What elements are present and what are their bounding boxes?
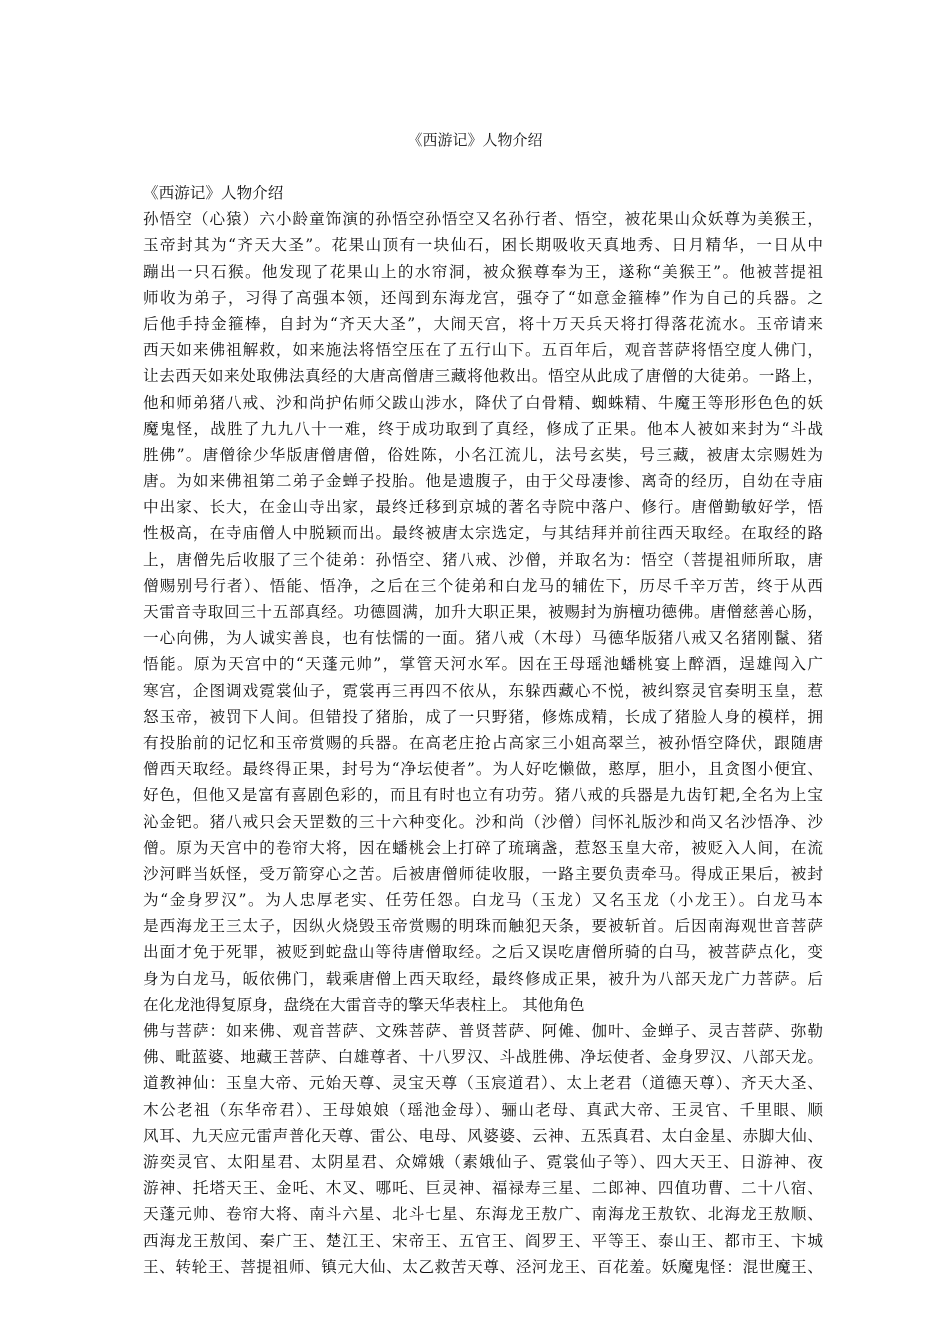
body-text-line: 西天如来佛祖解救，如来施法将悟空压在了五行山下。五百年后，观音菩萨将悟空度人佛门， bbox=[143, 341, 823, 360]
body-text-line: 游奕灵官、太阳星君、太阴星君、众嫦娥（素娥仙子、霓裳仙子等）、四大天王、日游神、夜 bbox=[143, 1152, 823, 1171]
body-text-line: 身为白龙马，皈依佛门，载乘唐僧上西天取经，最终修成正果，被升为八部天龙广力菩萨。后 bbox=[143, 969, 823, 988]
body-text-line: 王、转轮王、菩提祖师、镇元大仙、太乙救苦天尊、泾河龙王、百花羞。妖魔鬼怪：混世魔王、 bbox=[143, 1257, 823, 1276]
body-text-line: 他和师弟猪八戒、沙和尚护佑师父跋山涉水，降伏了白骨精、蜘蛛精、牛魔王等形形色色的妖 bbox=[143, 393, 823, 412]
body-text-line: 唐。为如来佛祖第二弟子金蝉子投胎。他是遗腹子，由于父母凄惨、离奇的经历，自幼在寺庙 bbox=[143, 472, 823, 491]
body-text-line: 风耳、九天应元雷声普化天尊、雷公、电母、风婆婆、云神、五炁真君、太白金星、赤脚大仙、 bbox=[143, 1126, 823, 1145]
document-title: 《西游记》人物介绍 bbox=[407, 131, 543, 149]
body-text-line: 一心向佛，为人诚实善良，也有怯懦的一面。猪八戒（木母）马德华版猪八戒又名猪刚鬣、猪 bbox=[143, 629, 823, 648]
body-text-line: 寒宫，企图调戏霓裳仙子，霓裳再三再四不依从，东躲西藏心不悦，被纠察灵官奏明玉皇，惹 bbox=[143, 681, 823, 700]
body-text-line: 为“金身罗汉”。为人忠厚老实、任劳任怨。白龙马（玉龙）又名玉龙（小龙王）。白龙马本 bbox=[143, 891, 823, 910]
body-text-line: 中出家、长大，在金山寺出家，最终迁移到京城的著名寺院中落户、修行。唐僧勤敏好学，悟 bbox=[143, 498, 823, 517]
body-text-line: 怒玉帝，被罚下人间。但错投了猪胎，成了一只野猪，修炼成精，长成了猪脸人身的模样，拥 bbox=[143, 707, 823, 726]
body-text-line: 沙河畔当妖怪，受万箭穿心之苦。后被唐僧师徒收服，一路主要负责牵马。得成正果后，被封 bbox=[143, 864, 823, 883]
body-text-line: 孙悟空（心猿）六小龄童饰演的孙悟空孙悟空又名孙行者、悟空，被花果山众妖尊为美猴王， bbox=[143, 210, 823, 229]
body-text-line: 魔鬼怪，战胜了九九八十一难，终于成功取到了真经，修成了正果。他本人被如来封为“斗战 bbox=[143, 419, 823, 438]
body-text-line: 游神、托塔天王、金吒、木叉、哪吒、巨灵神、福禄寿三星、二郎神、四值功曹、二十八宿、 bbox=[143, 1179, 823, 1198]
body-text-line: 师收为弟子，习得了高强本领，还闯到东海龙宫，强夺了“如意金箍棒”作为自己的兵器。之 bbox=[143, 288, 823, 307]
body-text-line: 胜佛”。唐僧徐少华版唐僧唐僧，俗姓陈，小名江流儿，法号玄奘，号三藏，被唐太宗赐姓为 bbox=[143, 445, 823, 464]
body-text-line: 性极高，在寺庙僧人中脱颖而出。最终被唐太宗选定，与其结拜并前往西天取经。在取经的路 bbox=[143, 524, 823, 543]
body-text-line: 有投胎前的记忆和玉帝赏赐的兵器。在高老庄抢占高家三小姐高翠兰，被孙悟空降伏，跟随唐 bbox=[143, 733, 823, 752]
body-text-line: 西海龙王敖闰、秦广王、楚江王、宋帝王、五官王、阎罗王、平等王、泰山王、都市王、卞城 bbox=[143, 1231, 823, 1250]
body-text-line: 玉帝封其为“齐天大圣”。花果山顶有一块仙石，困长期吸收天真地秀、日月精华，一日从中 bbox=[143, 236, 823, 255]
body-text-line: 道教神仙：玉皇大帝、元始天尊、灵宝天尊（玉宸道君）、太上老君（道德天尊）、齐天大圣、 bbox=[143, 1074, 823, 1093]
body-text-line: 是西海龙王三太子，因纵火烧毁玉帝赏赐的明珠而触犯天条，要被斩首。后因南海观世音菩萨 bbox=[143, 917, 823, 936]
body-text-line: 僧西天取经。最终得正果，封号为“净坛使者”。为人好吃懒做，憨厚，胆小，且贪图小便宜、 bbox=[143, 760, 823, 779]
document-body bbox=[143, 180, 823, 1280]
body-text-line: 僧。原为天宫中的卷帘大将，因在蟠桃会上打碎了琉璃盏，惹怒玉皇大帝，被贬入人间，在流 bbox=[143, 838, 823, 857]
body-text-line: 木公老祖（东华帝君）、王母娘娘（瑶池金母）、骊山老母、真武大帝、王灵官、千里眼、顺 bbox=[143, 1100, 823, 1119]
body-text-line: 出面才免于死罪，被贬到蛇盘山等待唐僧取经。之后又误吃唐僧所骑的白马，被菩萨点化，变 bbox=[143, 943, 823, 962]
body-text-line: 沁金钯。猪八戒只会天罡数的三十六种变化。沙和尚（沙僧）闫怀礼版沙和尚又名沙悟净、沙 bbox=[143, 812, 823, 831]
body-text-line: 让去西天如来处取佛法真经的大唐高僧唐三藏将他救出。悟空从此成了唐僧的大徒弟。一路上， bbox=[143, 367, 823, 386]
body-text-line: 天雷音寺取回三十五部真经。功德圆满，加升大职正果，被赐封为旃檀功德佛。唐僧慈善心肠， bbox=[143, 603, 823, 621]
body-text-line: 后他手持金箍棒，自封为“齐天大圣”，大闹天宫，将十万天兵天将打得落花流水。玉帝请来 bbox=[143, 314, 823, 333]
body-text-line: 佛、毗蓝婆、地藏王菩萨、白雄尊者、十八罗汉、斗战胜佛、净坛使者、金身罗汉、八部天龙。 bbox=[143, 1048, 823, 1067]
body-heading: 《西游记》人物介绍 bbox=[143, 184, 284, 202]
body-text-line: 蹦出一只石猴。他发现了花果山上的水帘洞，被众猴尊奉为王，遂称“美猴王”。他被菩提祖 bbox=[143, 262, 823, 281]
body-text-line: 在化龙池得复原身，盘绕在大雷音寺的擎天华表柱上。 其他角色 bbox=[143, 995, 585, 1014]
body-text-line: 好色，但他又是富有喜剧色彩的，而且有时也立有功劳。猪八戒的兵器是九齿钉耙,全名为上宝 bbox=[143, 786, 823, 805]
body-text-line: 天蓬元帅、卷帘大将、南斗六星、北斗七星、东海龙王敖广、南海龙王敖钦、北海龙王敖顺、 bbox=[143, 1205, 823, 1224]
body-text-line: 僧赐别号行者）、悟能、悟净，之后在三个徒弟和白龙马的辅佐下，历尽千辛万苦，终于从西 bbox=[143, 576, 823, 595]
body-text-line: 佛与菩萨：如来佛、观音菩萨、文殊菩萨、普贤菩萨、阿傩、伽叶、金蝉子、灵吉菩萨、弥勒 bbox=[143, 1022, 823, 1040]
body-text-line: 上，唐僧先后收服了三个徒弟：孙悟空、猪八戒、沙僧，并取名为：悟空（菩提祖师所取，唐 bbox=[143, 550, 823, 569]
body-text-line: 悟能。原为天宫中的“天蓬元帅”，掌管天河水军。因在王母瑶池蟠桃宴上醉酒，逞雄闯入广 bbox=[143, 655, 823, 674]
